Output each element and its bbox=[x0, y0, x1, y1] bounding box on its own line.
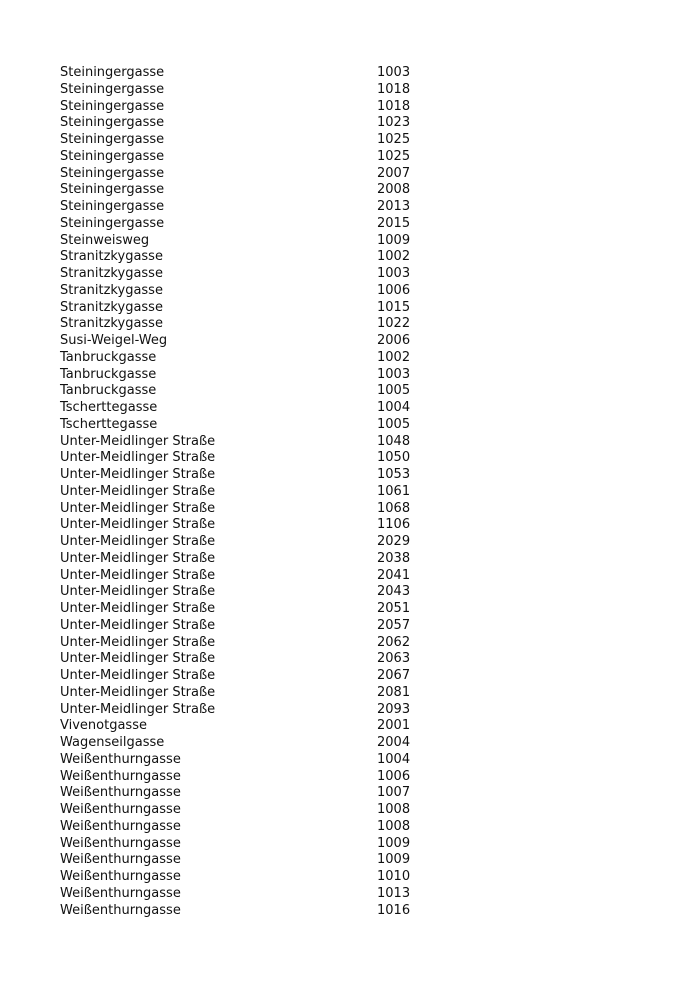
list-row bbox=[60, 333, 420, 350]
street-name: Susi-Weigel-Weg bbox=[60, 333, 168, 348]
list-row bbox=[60, 618, 420, 635]
street-code: 1050 bbox=[377, 450, 411, 466]
street-name: Unter-Meidlinger Straße bbox=[60, 500, 216, 516]
list-row bbox=[60, 166, 420, 183]
street-code: 2041 bbox=[377, 567, 411, 583]
list-row bbox=[60, 400, 420, 417]
street-name: Stranitzkygasse bbox=[60, 316, 163, 332]
list-row bbox=[60, 685, 420, 702]
street-name: Steiningergasse bbox=[60, 81, 165, 97]
street-code: 1007 bbox=[377, 785, 411, 801]
street-code: 1008 bbox=[377, 818, 411, 834]
street-code: 1004 bbox=[377, 751, 411, 767]
street-name: Tscherttegasse bbox=[60, 416, 158, 432]
street-code: 1022 bbox=[377, 316, 411, 332]
street-code: 1106 bbox=[377, 517, 411, 533]
street-code: 1002 bbox=[377, 349, 411, 365]
street-code: 1053 bbox=[377, 467, 411, 482]
street-code: 2063 bbox=[377, 651, 411, 667]
list-row bbox=[60, 283, 420, 300]
street-name: Unter-Meidlinger Straße bbox=[60, 517, 216, 533]
street-code: 1004 bbox=[377, 400, 411, 415]
list-row bbox=[60, 534, 420, 551]
street-name: Weißenthurngasse bbox=[60, 852, 181, 868]
street-code: 1009 bbox=[377, 835, 411, 851]
street-code: 2007 bbox=[377, 165, 411, 181]
list-row bbox=[60, 233, 420, 250]
street-name: Unter-Meidlinger Straße bbox=[60, 550, 216, 566]
street-code: 1048 bbox=[377, 433, 411, 449]
list-row bbox=[60, 467, 420, 484]
street-name: Weißenthurngasse bbox=[60, 802, 181, 817]
street-code: 1023 bbox=[377, 115, 411, 131]
list-row bbox=[60, 551, 420, 568]
street-code: 1005 bbox=[377, 416, 411, 432]
street-code: 1016 bbox=[377, 902, 411, 918]
street-name: Tscherttegasse bbox=[60, 400, 158, 415]
list-row bbox=[60, 651, 420, 668]
street-code: 1003 bbox=[377, 65, 411, 80]
list-row bbox=[60, 65, 420, 82]
list-row bbox=[60, 568, 420, 585]
list-row bbox=[60, 718, 420, 735]
street-name: Weißenthurngasse bbox=[60, 785, 181, 801]
street-code: 1008 bbox=[377, 802, 411, 817]
street-name: Unter-Meidlinger Straße bbox=[60, 567, 216, 583]
street-name: Unter-Meidlinger Straße bbox=[60, 467, 216, 482]
street-code: 2006 bbox=[377, 333, 411, 348]
list-row bbox=[60, 182, 420, 199]
street-code: 1002 bbox=[377, 249, 411, 265]
street-code: 2008 bbox=[377, 182, 411, 198]
street-name: Unter-Meidlinger Straße bbox=[60, 634, 216, 650]
street-code: 1013 bbox=[377, 885, 411, 901]
street-name: Steiningergasse bbox=[60, 215, 165, 231]
list-row bbox=[60, 869, 420, 886]
street-name: Steiningergasse bbox=[60, 182, 165, 198]
list-row bbox=[60, 199, 420, 216]
street-name: Steiningergasse bbox=[60, 132, 165, 147]
street-code: 2038 bbox=[377, 550, 411, 566]
street-name: Steiningergasse bbox=[60, 199, 165, 214]
street-name: Tanbruckgasse bbox=[60, 383, 157, 399]
list-row bbox=[60, 82, 420, 99]
list-row bbox=[60, 668, 420, 685]
list-row bbox=[60, 132, 420, 149]
street-name: Unter-Meidlinger Straße bbox=[60, 701, 216, 717]
list-row bbox=[60, 417, 420, 434]
street-name: Unter-Meidlinger Straße bbox=[60, 601, 216, 616]
list-row bbox=[60, 802, 420, 819]
street-code: 1009 bbox=[377, 232, 411, 248]
street-name: Steinweisweg bbox=[60, 232, 150, 248]
street-name: Weißenthurngasse bbox=[60, 885, 181, 901]
street-name: Unter-Meidlinger Straße bbox=[60, 584, 216, 600]
street-name: Unter-Meidlinger Straße bbox=[60, 668, 216, 683]
list-row bbox=[60, 601, 420, 618]
street-name: Weißenthurngasse bbox=[60, 869, 181, 884]
list-row bbox=[60, 903, 420, 920]
street-name: Unter-Meidlinger Straße bbox=[60, 450, 216, 466]
street-code: 1025 bbox=[377, 132, 411, 147]
list-row bbox=[60, 266, 420, 283]
list-row bbox=[60, 115, 420, 132]
list-row bbox=[60, 769, 420, 786]
street-name: Steiningergasse bbox=[60, 165, 165, 181]
street-code: 2093 bbox=[377, 701, 411, 717]
street-name: Wagenseilgasse bbox=[60, 735, 165, 750]
list-row bbox=[60, 450, 420, 467]
street-name: Weißenthurngasse bbox=[60, 835, 181, 851]
street-code: 1018 bbox=[377, 81, 411, 97]
street-name: Stranitzkygasse bbox=[60, 266, 163, 281]
street-code: 1025 bbox=[377, 148, 411, 164]
street-code: 1061 bbox=[377, 483, 411, 499]
street-name: Stranitzkygasse bbox=[60, 249, 163, 265]
street-name: Unter-Meidlinger Straße bbox=[60, 433, 216, 449]
street-name: Steiningergasse bbox=[60, 148, 165, 164]
street-code: 1006 bbox=[377, 768, 411, 784]
street-name: Unter-Meidlinger Straße bbox=[60, 534, 216, 549]
street-code: 1003 bbox=[377, 366, 411, 382]
list-row bbox=[60, 484, 420, 501]
list-row bbox=[60, 819, 420, 836]
list-row bbox=[60, 216, 420, 233]
street-code: 2004 bbox=[377, 735, 411, 750]
street-code: 1005 bbox=[377, 383, 411, 399]
list-row bbox=[60, 249, 420, 266]
street-code: 1009 bbox=[377, 852, 411, 868]
street-code: 2043 bbox=[377, 584, 411, 600]
street-code: 1010 bbox=[377, 869, 411, 884]
list-row bbox=[60, 735, 420, 752]
street-name: Stranitzkygasse bbox=[60, 299, 163, 315]
street-code: 2062 bbox=[377, 634, 411, 650]
street-name: Tanbruckgasse bbox=[60, 366, 157, 382]
street-code: 1015 bbox=[377, 299, 411, 315]
street-name: Weißenthurngasse bbox=[60, 818, 181, 834]
street-name: Weißenthurngasse bbox=[60, 768, 181, 784]
street-code-list bbox=[60, 65, 420, 919]
street-name: Tanbruckgasse bbox=[60, 349, 157, 365]
street-name: Weißenthurngasse bbox=[60, 751, 181, 767]
list-row bbox=[60, 367, 420, 384]
list-row bbox=[60, 635, 420, 652]
list-row bbox=[60, 836, 420, 853]
street-code: 1018 bbox=[377, 98, 411, 114]
street-name: Unter-Meidlinger Straße bbox=[60, 651, 216, 667]
street-name: Unter-Meidlinger Straße bbox=[60, 684, 216, 700]
street-code: 2013 bbox=[377, 199, 411, 214]
list-row bbox=[60, 316, 420, 333]
list-row bbox=[60, 517, 420, 534]
list-row bbox=[60, 702, 420, 719]
list-row bbox=[60, 501, 420, 518]
street-code: 1006 bbox=[377, 282, 411, 298]
list-row bbox=[60, 99, 420, 116]
street-code: 2029 bbox=[377, 534, 411, 549]
list-row bbox=[60, 785, 420, 802]
list-row bbox=[60, 434, 420, 451]
street-name: Unter-Meidlinger Straße bbox=[60, 617, 216, 633]
street-code: 2001 bbox=[377, 718, 411, 734]
street-name: Vivenotgasse bbox=[60, 718, 147, 734]
list-row bbox=[60, 886, 420, 903]
street-code: 2067 bbox=[377, 668, 411, 683]
list-row bbox=[60, 300, 420, 317]
list-row bbox=[60, 350, 420, 367]
street-code: 2057 bbox=[377, 617, 411, 633]
street-name: Steiningergasse bbox=[60, 98, 165, 114]
list-row bbox=[60, 383, 420, 400]
list-row bbox=[60, 149, 420, 166]
street-code: 2015 bbox=[377, 215, 411, 231]
street-name: Stranitzkygasse bbox=[60, 282, 163, 298]
street-name: Steiningergasse bbox=[60, 115, 165, 131]
street-name: Steiningergasse bbox=[60, 65, 165, 80]
list-row bbox=[60, 852, 420, 869]
street-name: Weißenthurngasse bbox=[60, 902, 181, 918]
street-code: 1003 bbox=[377, 266, 411, 281]
list-row bbox=[60, 752, 420, 769]
list-row bbox=[60, 584, 420, 601]
street-code: 1068 bbox=[377, 500, 411, 516]
street-code: 2081 bbox=[377, 684, 411, 700]
street-name: Unter-Meidlinger Straße bbox=[60, 483, 216, 499]
street-code: 2051 bbox=[377, 601, 411, 616]
